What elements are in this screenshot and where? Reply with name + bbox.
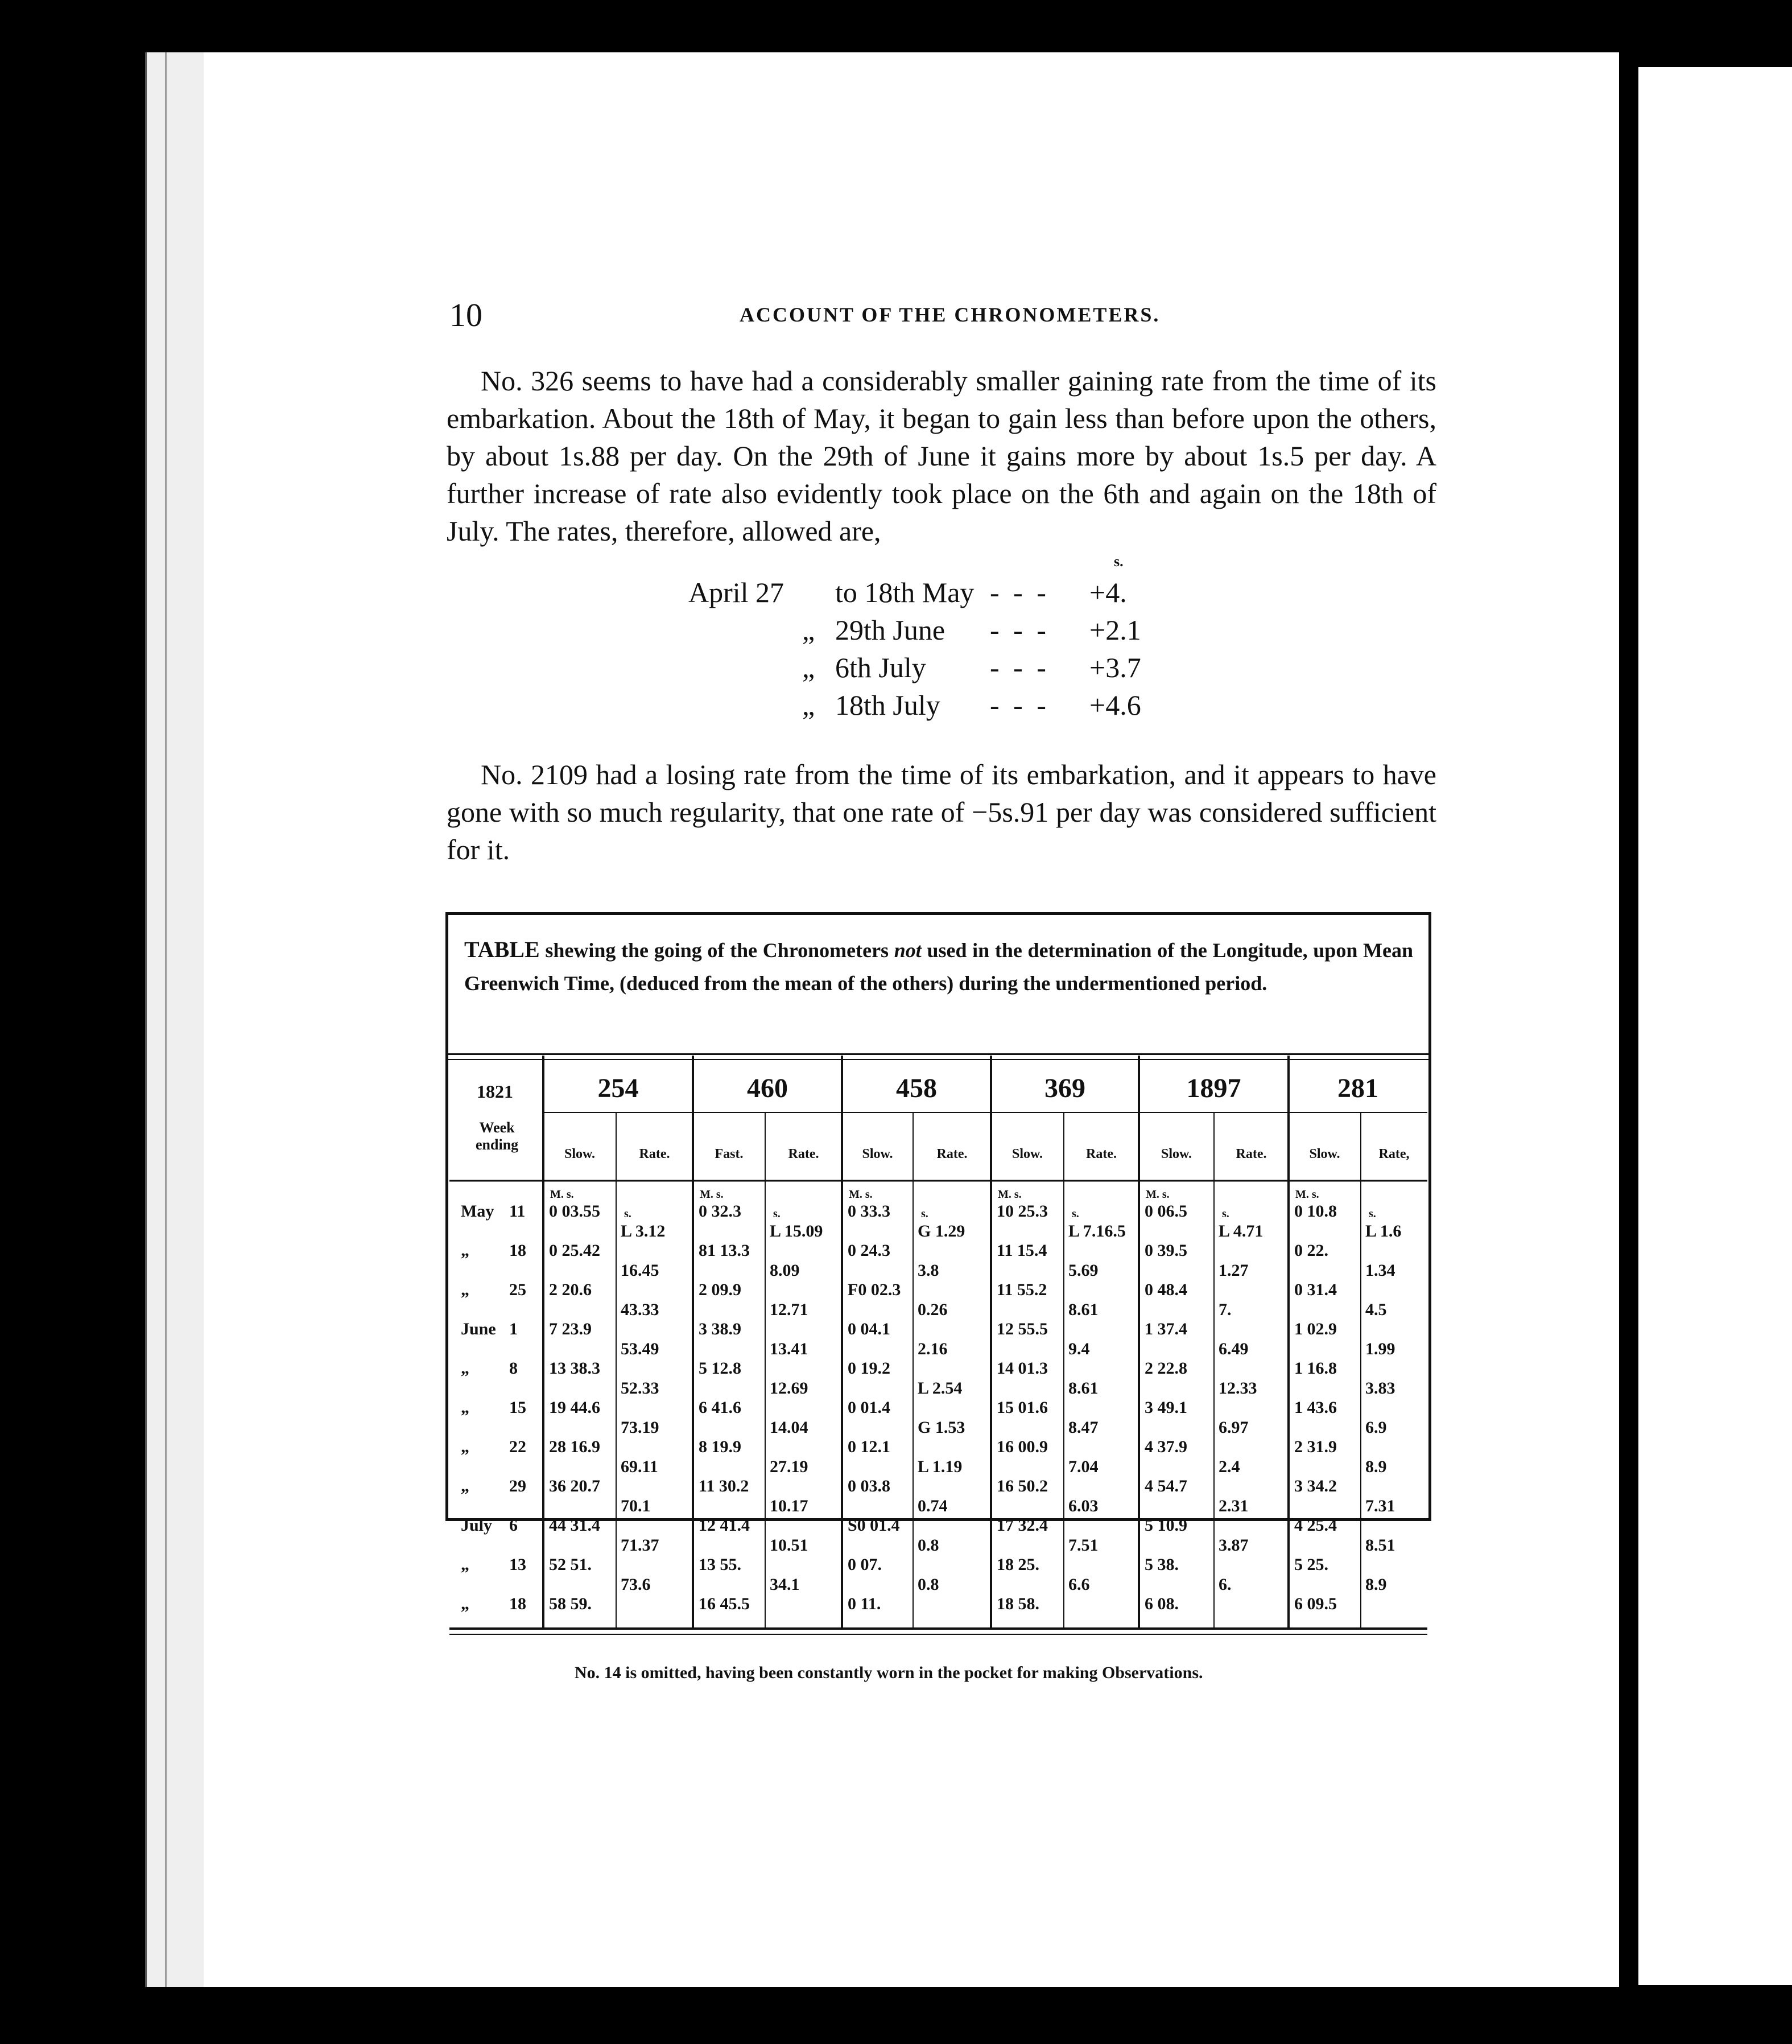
rate-cell: 13.41 bbox=[770, 1340, 808, 1358]
rate-value: +2.1 bbox=[1089, 614, 1141, 646]
column-head-error: Slow. bbox=[1309, 1147, 1340, 1161]
rate-ditto: „ bbox=[802, 614, 815, 646]
error-cell: 4 54.7 bbox=[1145, 1477, 1187, 1495]
column-head-rate: Rate. bbox=[788, 1147, 819, 1161]
chronometer-number: 369 bbox=[1044, 1073, 1085, 1103]
week-day: 25 bbox=[509, 1280, 526, 1299]
rate-to: 18th July bbox=[835, 689, 940, 721]
error-cell: 5 10.9 bbox=[1145, 1516, 1187, 1535]
error-cell: 17 32.4 bbox=[997, 1516, 1048, 1535]
rate-cell: 16.45 bbox=[621, 1261, 659, 1280]
error-cell: 18 58. bbox=[997, 1594, 1039, 1613]
week-day: 1 bbox=[509, 1320, 518, 1338]
error-cell: 14 01.3 bbox=[997, 1359, 1048, 1378]
error-cell: 1 37.4 bbox=[1145, 1320, 1187, 1338]
error-cell: 12 41.4 bbox=[699, 1516, 750, 1535]
week-month: July bbox=[461, 1516, 493, 1535]
rate-cell: 7.31 bbox=[1365, 1497, 1395, 1515]
caption-part-b: used in the determination of the Longitude, upon Mean Greenwich Time, (deduced from the mean of the others) during the undermentioned period. bbox=[464, 939, 1414, 995]
error-cell: 0 24.3 bbox=[848, 1241, 890, 1260]
error-cell: 7 23.9 bbox=[549, 1320, 592, 1338]
column-head-rate: Rate. bbox=[639, 1147, 670, 1161]
table-footnote: No. 14 is omitted, having been constantly worn in the pocket for making Observations. bbox=[575, 1663, 1203, 1682]
rate-cell: 6.6 bbox=[1068, 1575, 1090, 1594]
rate-cell: 53.49 bbox=[621, 1340, 659, 1358]
error-cell: 0 33.3 bbox=[848, 1202, 890, 1221]
rate-cell: 10.51 bbox=[770, 1536, 808, 1555]
rate-to: 29th June bbox=[835, 614, 945, 646]
week-month: „ bbox=[461, 1437, 469, 1456]
page-number: 10 bbox=[449, 296, 482, 333]
rate-cell: L 4.71 bbox=[1219, 1222, 1264, 1241]
rate-cell: 7.04 bbox=[1068, 1457, 1099, 1476]
error-cell: 12 55.5 bbox=[997, 1320, 1048, 1338]
rate-cell: 8.51 bbox=[1365, 1536, 1395, 1555]
rate-cell: 14.04 bbox=[770, 1418, 808, 1437]
rate-cell: 34.1 bbox=[770, 1575, 800, 1594]
units-label-rate: s. bbox=[624, 1208, 631, 1220]
error-cell: 5 25. bbox=[1294, 1555, 1328, 1574]
running-head: ACCOUNT OF THE CHRONOMETERS. bbox=[740, 303, 1161, 326]
units-label-error: M. s. bbox=[1295, 1188, 1319, 1201]
rate-cell: L 7.16.5 bbox=[1068, 1222, 1126, 1241]
rate-dashes: - - - bbox=[990, 689, 1050, 721]
week-month: „ bbox=[461, 1241, 469, 1260]
units-label-rate: s. bbox=[1222, 1208, 1229, 1220]
error-cell: 6 09.5 bbox=[1294, 1594, 1337, 1613]
error-cell: 0 19.2 bbox=[848, 1359, 890, 1378]
chronometer-number: 281 bbox=[1337, 1073, 1378, 1103]
error-cell: 15 01.6 bbox=[997, 1398, 1048, 1417]
error-cell: 0 22. bbox=[1294, 1241, 1328, 1260]
error-cell: 0 25.42 bbox=[549, 1241, 600, 1260]
rate-cell: 3.83 bbox=[1365, 1379, 1395, 1398]
rate-cell: 70.1 bbox=[621, 1497, 651, 1515]
rate-cell: 7. bbox=[1219, 1300, 1232, 1319]
error-cell: 0 11. bbox=[848, 1594, 881, 1613]
error-cell: 11 30.2 bbox=[699, 1477, 749, 1495]
week-day: 18 bbox=[509, 1241, 526, 1260]
rates-unit-label: s. bbox=[1114, 553, 1124, 570]
rate-cell: 7.51 bbox=[1068, 1536, 1099, 1555]
error-cell: 44 31.4 bbox=[549, 1516, 600, 1535]
error-cell: 3 38.9 bbox=[699, 1320, 741, 1338]
table-year: 1821 bbox=[477, 1081, 513, 1102]
error-cell: 0 01.4 bbox=[848, 1398, 890, 1417]
error-cell: 6 41.6 bbox=[699, 1398, 741, 1417]
rate-cell: 1.99 bbox=[1365, 1340, 1395, 1358]
error-cell: 0 12.1 bbox=[848, 1437, 890, 1456]
error-cell: 2 09.9 bbox=[699, 1280, 741, 1299]
error-cell: S0 01.4 bbox=[848, 1516, 900, 1535]
rate-cell: 2.4 bbox=[1219, 1457, 1240, 1476]
rate-value: +4.6 bbox=[1089, 689, 1141, 721]
week-day: 11 bbox=[509, 1202, 526, 1221]
rate-cell: 73.6 bbox=[621, 1575, 651, 1594]
rate-cell: 6.03 bbox=[1068, 1497, 1099, 1515]
rate-dashes: - - - bbox=[990, 652, 1050, 683]
column-head-rate: Rate. bbox=[936, 1147, 968, 1161]
week-month: „ bbox=[461, 1359, 469, 1378]
rate-cell: 5.69 bbox=[1068, 1261, 1099, 1280]
error-cell: 16 00.9 bbox=[997, 1437, 1048, 1456]
week-month: May bbox=[461, 1202, 494, 1221]
week-day: 15 bbox=[509, 1398, 526, 1417]
week-month: „ bbox=[461, 1477, 469, 1495]
error-cell: 0 10.8 bbox=[1294, 1202, 1337, 1221]
column-head-rate: Rate. bbox=[1086, 1147, 1117, 1161]
rate-to: to 18th May bbox=[835, 576, 975, 608]
rate-cell: 0.8 bbox=[918, 1575, 939, 1594]
error-cell: 13 38.3 bbox=[549, 1359, 600, 1378]
rate-cell: 1.34 bbox=[1365, 1261, 1395, 1280]
rate-cell: 69.11 bbox=[621, 1457, 658, 1476]
caption-part-a: shewing the going of the Chronometers bbox=[539, 939, 894, 962]
rate-cell: 52.33 bbox=[621, 1379, 659, 1398]
error-cell: 8 19.9 bbox=[699, 1437, 741, 1456]
rate-cell: 0.8 bbox=[918, 1536, 939, 1555]
error-cell: 0 39.5 bbox=[1145, 1241, 1187, 1260]
rate-cell: 2.16 bbox=[918, 1340, 948, 1358]
error-cell: 0 03.8 bbox=[848, 1477, 890, 1495]
error-cell: 81 13.3 bbox=[699, 1241, 750, 1260]
units-label-error: M. s. bbox=[849, 1188, 873, 1201]
error-cell: 5 12.8 bbox=[699, 1359, 741, 1378]
units-label-rate: s. bbox=[773, 1208, 781, 1220]
error-cell: 2 20.6 bbox=[549, 1280, 592, 1299]
caption-emphasis: not bbox=[894, 939, 922, 962]
rate-cell: 6.97 bbox=[1219, 1418, 1249, 1437]
error-cell: 13 55. bbox=[699, 1555, 741, 1574]
error-cell: 0 04.1 bbox=[848, 1320, 890, 1338]
chronometer-number: 254 bbox=[597, 1073, 639, 1103]
rate-cell: 2.31 bbox=[1219, 1497, 1249, 1515]
units-label-error: M. s. bbox=[1146, 1188, 1170, 1201]
error-cell: 1 43.6 bbox=[1294, 1398, 1337, 1417]
week-month: „ bbox=[461, 1398, 469, 1417]
error-cell: 5 38. bbox=[1145, 1555, 1179, 1574]
rate-cell: 8.9 bbox=[1365, 1457, 1387, 1476]
error-cell: 4 25.4 bbox=[1294, 1516, 1337, 1535]
error-cell: 16 50.2 bbox=[997, 1477, 1048, 1495]
units-label-error: M. s. bbox=[700, 1188, 724, 1201]
rate-cell: 8.61 bbox=[1068, 1300, 1099, 1319]
error-cell: 16 45.5 bbox=[699, 1594, 750, 1613]
rate-cell: 1.27 bbox=[1219, 1261, 1249, 1280]
rate-cell: G 1.53 bbox=[918, 1418, 965, 1437]
units-label-rate: s. bbox=[921, 1208, 928, 1220]
rate-ditto: „ bbox=[802, 689, 815, 721]
error-cell: 0 48.4 bbox=[1145, 1280, 1187, 1299]
chronometer-number: 458 bbox=[896, 1073, 937, 1103]
column-head-rate: Rate, bbox=[1378, 1147, 1410, 1161]
column-head-error: Fast. bbox=[715, 1147, 744, 1161]
rate-cell: 4.5 bbox=[1365, 1300, 1387, 1319]
error-cell: 0 31.4 bbox=[1294, 1280, 1337, 1299]
column-head-error: Slow. bbox=[564, 1147, 596, 1161]
rate-value: +3.7 bbox=[1089, 652, 1141, 683]
units-label-rate: s. bbox=[1072, 1208, 1079, 1220]
error-cell: 2 22.8 bbox=[1145, 1359, 1187, 1378]
rate-cell: 8.47 bbox=[1068, 1418, 1099, 1437]
error-cell: 4 37.9 bbox=[1145, 1437, 1187, 1456]
rate-to: 6th July bbox=[835, 652, 926, 683]
column-head-error: Slow. bbox=[1011, 1147, 1043, 1161]
error-cell: 58 59. bbox=[549, 1594, 592, 1613]
caption-lead: TABLE bbox=[464, 937, 540, 962]
paragraph-326-text: No. 326 seems to have had a considerably smaller gaining rate from the time of its embarkation. About the 18th of May, it began to gain less than before upon the others, by about 1s.88 per day. On the 29th of June it gains more by about 1s.5 per day. A further increase of rate also evidently took place on the 6th and again on the 18th of July. The rates, therefore, allowed are, bbox=[447, 365, 1436, 547]
chronometer-number: 1897 bbox=[1186, 1073, 1241, 1103]
rate-value: +4. bbox=[1089, 576, 1127, 608]
week-day: 13 bbox=[509, 1555, 526, 1574]
rate-cell: 12.71 bbox=[770, 1300, 808, 1319]
rate-cell: L 2.54 bbox=[918, 1379, 963, 1398]
rate-cell: L 1.19 bbox=[918, 1457, 963, 1476]
error-cell: 1 16.8 bbox=[1294, 1359, 1337, 1378]
rate-cell: 6. bbox=[1219, 1575, 1232, 1594]
rate-cell: 0.26 bbox=[918, 1300, 948, 1319]
error-cell: 11 15.4 bbox=[997, 1241, 1047, 1260]
column-head-error: Slow. bbox=[1161, 1147, 1192, 1161]
rate-cell: 71.37 bbox=[621, 1536, 659, 1555]
error-cell: 3 34.2 bbox=[1294, 1477, 1337, 1495]
rate-cell: 9.4 bbox=[1068, 1340, 1090, 1358]
rate-cell: 8.61 bbox=[1068, 1379, 1099, 1398]
error-cell: 2 31.9 bbox=[1294, 1437, 1337, 1456]
week-day: 6 bbox=[509, 1516, 518, 1535]
error-cell: 0 07. bbox=[848, 1555, 882, 1574]
error-cell: 19 44.6 bbox=[549, 1398, 600, 1417]
units-label-error: M. s. bbox=[550, 1188, 574, 1201]
column-head-error: Slow. bbox=[862, 1147, 893, 1161]
units-label-rate: s. bbox=[1369, 1208, 1376, 1220]
week-day: 8 bbox=[509, 1359, 518, 1378]
week-day: 18 bbox=[509, 1594, 526, 1613]
rate-cell: 8.09 bbox=[770, 1261, 800, 1280]
error-cell: F0 02.3 bbox=[848, 1280, 901, 1299]
error-cell: 52 51. bbox=[549, 1555, 592, 1574]
error-cell: 10 25.3 bbox=[997, 1202, 1048, 1221]
rate-cell: 3.8 bbox=[918, 1261, 939, 1280]
error-cell: 0 06.5 bbox=[1145, 1202, 1187, 1221]
rate-cell: L 1.6 bbox=[1365, 1222, 1402, 1241]
rate-dashes: - - - bbox=[990, 576, 1050, 608]
rate-cell: 12.69 bbox=[770, 1379, 808, 1398]
week-month: June bbox=[461, 1320, 496, 1338]
rate-ditto: „ bbox=[802, 652, 815, 683]
paragraph-2109-text: No. 2109 had a losing rate from the time of its embarkation, and it appears to have gone with so much regularity, that one rate of −5s.91 per day was considered sufficient for it. bbox=[447, 759, 1436, 866]
week-day: 22 bbox=[509, 1437, 526, 1456]
rate-cell: G 1.29 bbox=[918, 1222, 965, 1241]
rate-cell: 3.87 bbox=[1219, 1536, 1249, 1555]
error-cell: 36 20.7 bbox=[549, 1477, 600, 1495]
rate-cell: L 15.09 bbox=[770, 1222, 823, 1241]
rate-cell: 0.74 bbox=[918, 1497, 948, 1515]
rate-cell: 12.33 bbox=[1219, 1379, 1257, 1398]
rate-cell: 6.49 bbox=[1219, 1340, 1249, 1358]
units-label-error: M. s. bbox=[998, 1188, 1022, 1201]
rate-from: April 27 bbox=[688, 576, 784, 608]
week-month: „ bbox=[461, 1280, 469, 1299]
error-cell: 11 55.2 bbox=[997, 1280, 1047, 1299]
rate-cell: 27.19 bbox=[770, 1457, 808, 1476]
error-cell: 0 03.55 bbox=[549, 1202, 600, 1221]
rate-dashes: - - - bbox=[990, 614, 1050, 646]
chronometer-number: 460 bbox=[747, 1073, 788, 1103]
rate-cell: 10.17 bbox=[770, 1497, 808, 1515]
week-month: „ bbox=[461, 1594, 469, 1613]
rate-cell: 6.9 bbox=[1365, 1418, 1387, 1437]
error-cell: 6 08. bbox=[1145, 1594, 1179, 1613]
week-day: 29 bbox=[509, 1477, 526, 1495]
column-head-rate: Rate. bbox=[1236, 1147, 1267, 1161]
week-month: „ bbox=[461, 1555, 469, 1574]
week-ending-label: Week ending bbox=[476, 1119, 519, 1153]
rate-cell: L 3.12 bbox=[621, 1222, 666, 1241]
error-cell: 18 25. bbox=[997, 1555, 1039, 1574]
error-cell: 0 32.3 bbox=[699, 1202, 741, 1221]
error-cell: 28 16.9 bbox=[549, 1437, 600, 1456]
rate-cell: 8.9 bbox=[1365, 1575, 1387, 1594]
rate-cell: 43.33 bbox=[621, 1300, 659, 1319]
error-cell: 1 02.9 bbox=[1294, 1320, 1337, 1338]
error-cell: 3 49.1 bbox=[1145, 1398, 1187, 1417]
rate-cell: 73.19 bbox=[621, 1418, 659, 1437]
